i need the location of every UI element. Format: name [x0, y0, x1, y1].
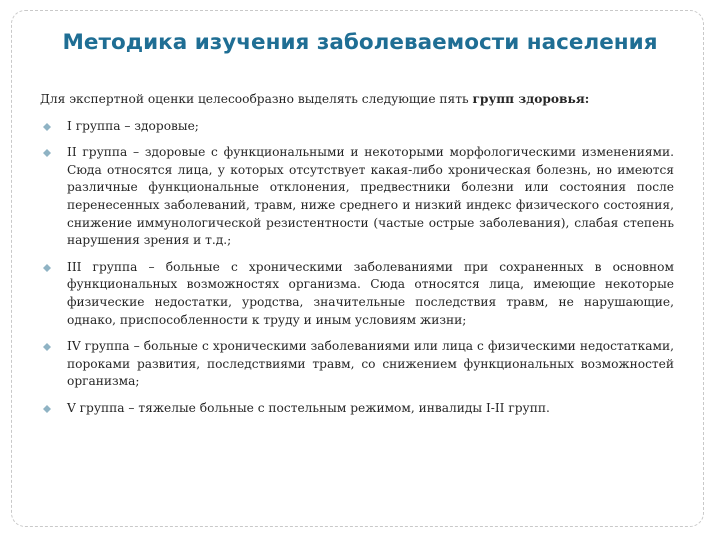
intro-text: Для экспертной оценки целесообразно выделять следующие пять [40, 92, 469, 106]
group-text: IV группа – больные с хроническими заболеваниями или лица с физическими недостатками, пороками развития, последствиями травм, со снижением функциональных возможностей организма; [67, 339, 674, 389]
group-text: V группа – тяжелые больные с постельным режимом, инвалиды I-II групп. [67, 400, 550, 415]
group-text: I группа – здоровые; [67, 118, 199, 133]
bullet-icon [43, 343, 51, 351]
health-groups-list [40, 118, 674, 418]
list-item-group-4 [40, 338, 674, 391]
list-item-group-1 [40, 118, 674, 136]
bullet-icon [43, 123, 51, 131]
slide-body [40, 91, 674, 427]
group-text: III группа – больные с хроническими заболеваниями при сохраненных в основном функциональных возможностях организма. Сюда относятся лица, имеющие некоторые физические недостатки, уродства, значительные последствия травм, не нарушающие, однако, приспособленности к труду и иным условиям жизни; [67, 259, 674, 327]
bullet-icon [43, 264, 51, 272]
list-item-group-3 [40, 259, 674, 329]
list-item-group-2 [40, 144, 674, 250]
intro-bold-text: групп здоровья: [472, 92, 590, 106]
group-text: II группа – здоровые с функциональными и некоторыми морфологическими изменениями. Сюда относятся лица, у которых отсутствует какая-либо хроническая болезнь, но имеются различные функциональные отклонения, предвестники болезни или состояния после перенесенных заболеваний, травм, ниже среднего и низкий индекс физического состояния, снижение иммунологической резистентности (частые острые заболевания), слабая степень нарушения зрения и т.д.; [67, 145, 674, 248]
bullet-icon [43, 405, 51, 413]
list-item-group-5 [40, 400, 674, 418]
slide-title: Методика изучения заболеваемости населения [62, 30, 658, 55]
intro-paragraph [40, 91, 674, 109]
bullet-icon [43, 149, 51, 157]
